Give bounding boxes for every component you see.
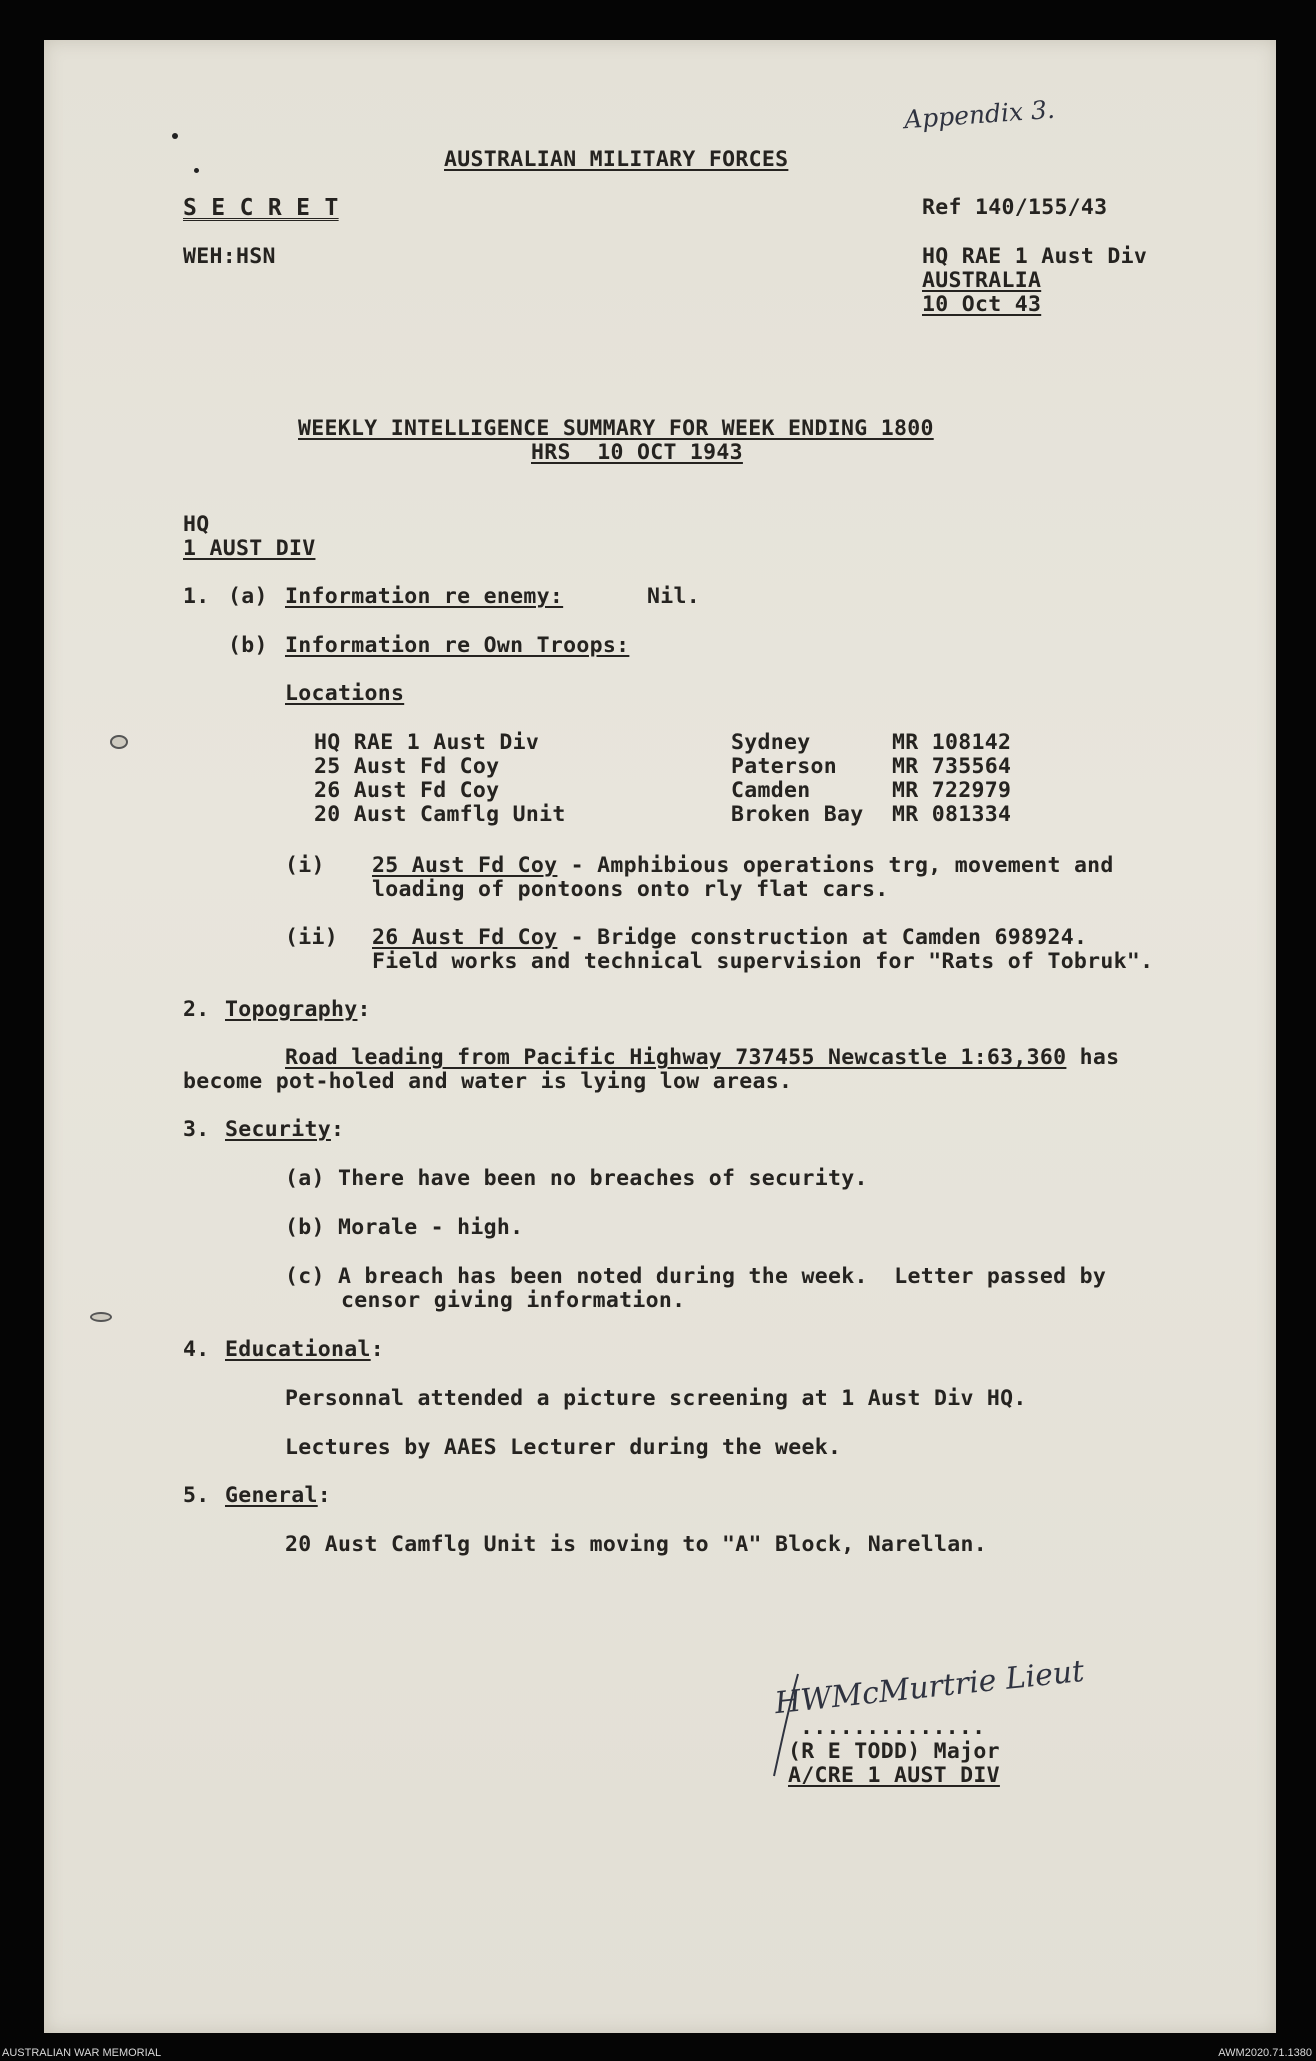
location-unit: 26 Aust Fd Coy	[314, 778, 500, 803]
reference-initials: WEH:HSN	[183, 244, 276, 269]
location-map-ref: MR 081334	[892, 802, 1012, 827]
section-number: 1.	[183, 584, 210, 609]
paragraph-line	[372, 926, 1087, 950]
handwritten-annotation: Appendix 3.	[903, 94, 1056, 135]
general-heading: General	[225, 1483, 318, 1508]
summary-title-line2: HRS 10 OCT 1943	[531, 440, 743, 465]
paragraph-line: (b) Morale - high.	[285, 1215, 524, 1240]
own-troops-heading: Information re Own Troops:	[285, 633, 630, 658]
document-page	[44, 40, 1276, 2033]
item-label: (a)	[228, 584, 268, 609]
handwritten-signature: HWMcMurtrie Lieut	[773, 1653, 1086, 1722]
paragraph-line: 20 Aust Camflg Unit is moving to "A" Block, Narellan.	[285, 1532, 987, 1557]
section-number: 3.	[183, 1117, 210, 1142]
paragraph-line	[372, 854, 1114, 878]
heading-colon: :	[357, 997, 371, 1022]
unit-name: 25 Aust Fd Coy	[372, 853, 558, 878]
enemy-info-heading: Information re enemy:	[285, 584, 564, 609]
heading-colon: :	[317, 1483, 331, 1508]
paragraph-line: Personnal attended a picture screening at 1 Aust Div HQ.	[285, 1386, 1027, 1411]
signatory-name: (R E TODD) Major	[788, 1739, 1000, 1764]
footer-archive-name: AUSTRALIAN WAR MEMORIAL	[2, 2047, 162, 2059]
paragraph-line	[285, 1046, 1119, 1070]
unit-name: 26 Aust Fd Coy	[372, 925, 558, 950]
location-place: Camden	[731, 778, 811, 803]
item-label: (b)	[228, 633, 268, 658]
punch-hole	[90, 1312, 112, 1322]
signature-dots: ..............	[800, 1715, 986, 1740]
heading-colon: :	[370, 1337, 384, 1362]
enemy-info-value: Nil.	[647, 584, 700, 609]
section-number: 2.	[183, 997, 210, 1022]
item-label: (ii)	[285, 925, 338, 950]
topography-heading: Topography	[225, 997, 358, 1022]
reference-number: Ref 140/155/43	[922, 195, 1108, 220]
summary-title-line1: WEEKLY INTELLIGENCE SUMMARY FOR WEEK ENDING 1800	[298, 416, 934, 441]
location-map-ref: MR 735564	[892, 754, 1012, 779]
paragraph-text: - Amphibious operations trg, movement and	[557, 853, 1114, 878]
paragraph-line: (a) There have been no breaches of security.	[285, 1166, 868, 1191]
country-label: AUSTRALIA	[922, 268, 1042, 293]
item-label: (i)	[285, 853, 325, 878]
paragraph-line: become pot-holed and water is lying low areas.	[183, 1069, 793, 1094]
location-unit: 20 Aust Camflg Unit	[314, 802, 566, 827]
section-heading	[225, 998, 371, 1022]
headquarters-name: HQ RAE 1 Aust Div	[922, 244, 1148, 269]
paragraph-text: has	[1066, 1045, 1120, 1070]
paragraph-line: (c) A breach has been noted during the week. Letter passed by	[285, 1264, 1107, 1289]
document-date: 10 Oct 43	[922, 292, 1042, 317]
location-place: Sydney	[731, 730, 811, 755]
paragraph-text: - Bridge construction at Camden 698924.	[557, 925, 1088, 950]
section-number: 4.	[183, 1337, 210, 1362]
footer-accession-number: AWM2020.71.1380	[1218, 2047, 1312, 2059]
addressee-line2: 1 AUST DIV	[183, 536, 316, 561]
section-heading	[225, 1118, 344, 1142]
document-heading: AUSTRALIAN MILITARY FORCES	[444, 147, 789, 172]
road-description: Road leading from Pacific Highway 737455 Newcastle 1:63,360	[285, 1045, 1067, 1070]
security-heading: Security	[225, 1117, 331, 1142]
location-unit: 25 Aust Fd Coy	[314, 754, 500, 779]
ink-mark	[172, 133, 178, 139]
locations-heading: Locations	[285, 681, 405, 706]
paragraph-line: Field works and technical supervision for "Rats of Tobruk".	[372, 949, 1154, 974]
classification-label: S E C R E T	[183, 195, 339, 221]
punch-hole	[110, 735, 128, 749]
ink-mark	[194, 168, 199, 173]
section-number: 5.	[183, 1483, 210, 1508]
location-place: Paterson	[731, 754, 837, 779]
educational-heading: Educational	[225, 1337, 371, 1362]
location-place: Broken Bay	[731, 802, 864, 827]
section-heading	[225, 1338, 384, 1362]
paragraph-line: Lectures by AAES Lecturer during the week.	[285, 1435, 842, 1460]
location-map-ref: MR 722979	[892, 778, 1012, 803]
heading-colon: :	[330, 1117, 345, 1142]
section-heading	[225, 1484, 331, 1508]
signatory-title: A/CRE 1 AUST DIV	[788, 1763, 1000, 1788]
paragraph-line: loading of pontoons onto rly flat cars.	[372, 877, 889, 902]
location-unit: HQ RAE 1 Aust Div	[314, 730, 540, 755]
addressee-line1: HQ	[183, 512, 210, 537]
location-map-ref: MR 108142	[892, 730, 1012, 755]
paragraph-line: censor giving information.	[341, 1288, 686, 1313]
